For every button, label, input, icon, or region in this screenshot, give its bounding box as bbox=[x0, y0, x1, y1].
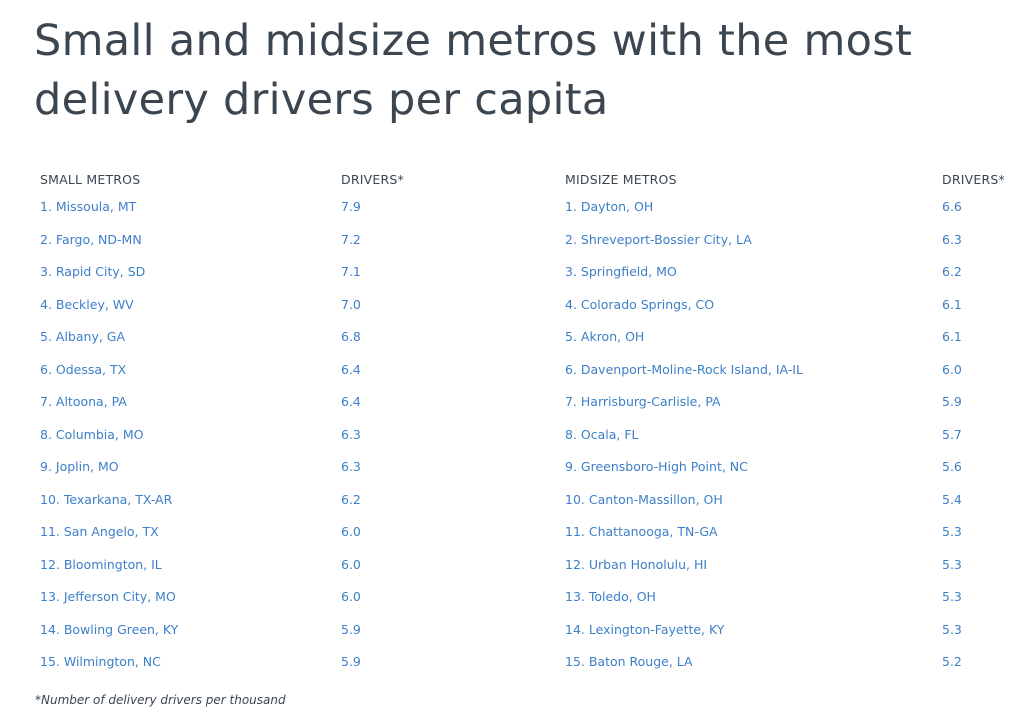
drivers-value: 5.7 bbox=[942, 426, 962, 442]
table-row bbox=[565, 392, 1005, 425]
table-row bbox=[565, 457, 1005, 490]
metro-name: 11. San Angelo, TX bbox=[40, 524, 159, 539]
column-header-drivers: DRIVERS* bbox=[341, 172, 404, 187]
drivers-value: 5.3 bbox=[942, 524, 962, 539]
column-header-metro: SMALL METROS bbox=[40, 172, 141, 187]
table-row bbox=[565, 620, 1005, 653]
table-row bbox=[565, 652, 1005, 685]
drivers-value: 7.0 bbox=[341, 296, 361, 312]
drivers-value: 5.9 bbox=[341, 654, 361, 669]
metro-name: 13. Jefferson City, MO bbox=[40, 589, 176, 604]
drivers-value: 5.6 bbox=[942, 459, 962, 474]
metro-name: 8. Columbia, MO bbox=[40, 426, 144, 442]
metro-name: 4. Beckley, WV bbox=[40, 296, 134, 312]
drivers-value: 6.8 bbox=[341, 329, 361, 344]
metro-name: 7. Harrisburg-Carlisle, PA bbox=[565, 394, 721, 409]
table-row bbox=[40, 555, 440, 588]
metro-name: 10. Canton-Massillon, OH bbox=[565, 491, 723, 507]
metro-name: 6. Davenport-Moline-Rock Island, IA-IL bbox=[565, 361, 803, 377]
drivers-value: 5.9 bbox=[341, 621, 361, 637]
metro-name: 5. Albany, GA bbox=[40, 329, 126, 344]
drivers-value: 6.0 bbox=[341, 524, 361, 539]
drivers-value: 7.1 bbox=[341, 264, 361, 279]
table-row bbox=[40, 620, 440, 653]
table-row bbox=[565, 262, 1005, 295]
footnote: *Number of delivery drivers per thousand bbox=[35, 693, 286, 707]
metro-name: 14. Bowling Green, KY bbox=[40, 621, 179, 637]
table-row bbox=[40, 425, 440, 458]
table-row bbox=[565, 522, 1005, 555]
table-header bbox=[40, 170, 440, 197]
table-body bbox=[565, 197, 1005, 685]
table-row bbox=[40, 490, 440, 523]
table-row bbox=[565, 327, 1005, 360]
drivers-value: 5.4 bbox=[942, 491, 962, 507]
metro-name: 6. Odessa, TX bbox=[40, 361, 127, 377]
metro-name: 13. Toledo, OH bbox=[565, 589, 656, 604]
metro-name: 2. Fargo, ND-MN bbox=[40, 231, 142, 247]
drivers-value: 6.2 bbox=[341, 491, 361, 507]
table-row bbox=[40, 652, 440, 685]
small-metros-table bbox=[40, 170, 440, 685]
table-row bbox=[40, 457, 440, 490]
table-row bbox=[40, 197, 440, 230]
drivers-value: 6.6 bbox=[942, 199, 962, 214]
table-row bbox=[565, 555, 1005, 588]
metro-name: 9. Greensboro-High Point, NC bbox=[565, 459, 748, 474]
table-row bbox=[40, 295, 440, 328]
drivers-value: 5.3 bbox=[942, 621, 962, 637]
drivers-value: 5.2 bbox=[942, 654, 962, 669]
table-row bbox=[40, 230, 440, 263]
drivers-value: 6.3 bbox=[341, 426, 361, 442]
metro-name: 1. Dayton, OH bbox=[565, 199, 654, 214]
drivers-value: 6.0 bbox=[341, 556, 361, 572]
table-row bbox=[565, 490, 1005, 523]
table-row bbox=[565, 230, 1005, 263]
drivers-value: 6.2 bbox=[942, 264, 962, 279]
table-row bbox=[565, 197, 1005, 230]
table-row bbox=[40, 522, 440, 555]
metro-name: 5. Akron, OH bbox=[565, 329, 645, 344]
drivers-value: 7.9 bbox=[341, 199, 361, 214]
metro-name: 3. Springfield, MO bbox=[565, 264, 677, 279]
column-header-drivers: DRIVERS* bbox=[942, 172, 1005, 187]
midsize-metros-table bbox=[565, 170, 1005, 685]
drivers-value: 5.3 bbox=[942, 556, 962, 572]
drivers-value: 6.1 bbox=[942, 296, 962, 312]
drivers-value: 6.3 bbox=[942, 231, 962, 247]
drivers-value: 6.0 bbox=[942, 361, 962, 377]
table-row bbox=[40, 360, 440, 393]
metro-name: 12. Urban Honolulu, HI bbox=[565, 556, 708, 572]
metro-name: 14. Lexington-Fayette, KY bbox=[565, 621, 725, 637]
table-row bbox=[40, 392, 440, 425]
table-row bbox=[565, 425, 1005, 458]
metro-name: 7. Altoona, PA bbox=[40, 394, 127, 409]
metro-name: 8. Ocala, FL bbox=[565, 426, 639, 442]
metro-name: 12. Bloomington, IL bbox=[40, 556, 162, 572]
drivers-value: 6.0 bbox=[341, 589, 361, 604]
table-row bbox=[40, 587, 440, 620]
table-row bbox=[565, 587, 1005, 620]
page-title: Small and midsize metros with the most delivery drivers per capita bbox=[34, 16, 913, 125]
drivers-value: 6.1 bbox=[942, 329, 962, 344]
drivers-value: 7.2 bbox=[341, 231, 361, 247]
drivers-value: 6.4 bbox=[341, 394, 361, 409]
metro-name: 15. Wilmington, NC bbox=[40, 654, 161, 669]
drivers-value: 6.3 bbox=[341, 459, 361, 474]
metro-name: 10. Texarkana, TX-AR bbox=[40, 491, 173, 507]
table-row bbox=[40, 327, 440, 360]
table-header bbox=[565, 170, 1005, 197]
drivers-value: 6.4 bbox=[341, 361, 361, 377]
metro-name: 15. Baton Rouge, LA bbox=[565, 654, 693, 669]
column-header-metro: MIDSIZE METROS bbox=[565, 172, 677, 187]
metro-name: 1. Missoula, MT bbox=[40, 199, 137, 214]
metro-name: 11. Chattanooga, TN-GA bbox=[565, 524, 718, 539]
metro-name: 9. Joplin, MO bbox=[40, 459, 119, 474]
table-row bbox=[565, 360, 1005, 393]
drivers-value: 5.3 bbox=[942, 589, 962, 604]
table-row bbox=[565, 295, 1005, 328]
metro-name: 3. Rapid City, SD bbox=[40, 264, 146, 279]
metro-name: 2. Shreveport-Bossier City, LA bbox=[565, 231, 752, 247]
metro-name: 4. Colorado Springs, CO bbox=[565, 296, 715, 312]
table-body bbox=[40, 197, 440, 685]
drivers-value: 5.9 bbox=[942, 394, 962, 409]
table-row bbox=[40, 262, 440, 295]
